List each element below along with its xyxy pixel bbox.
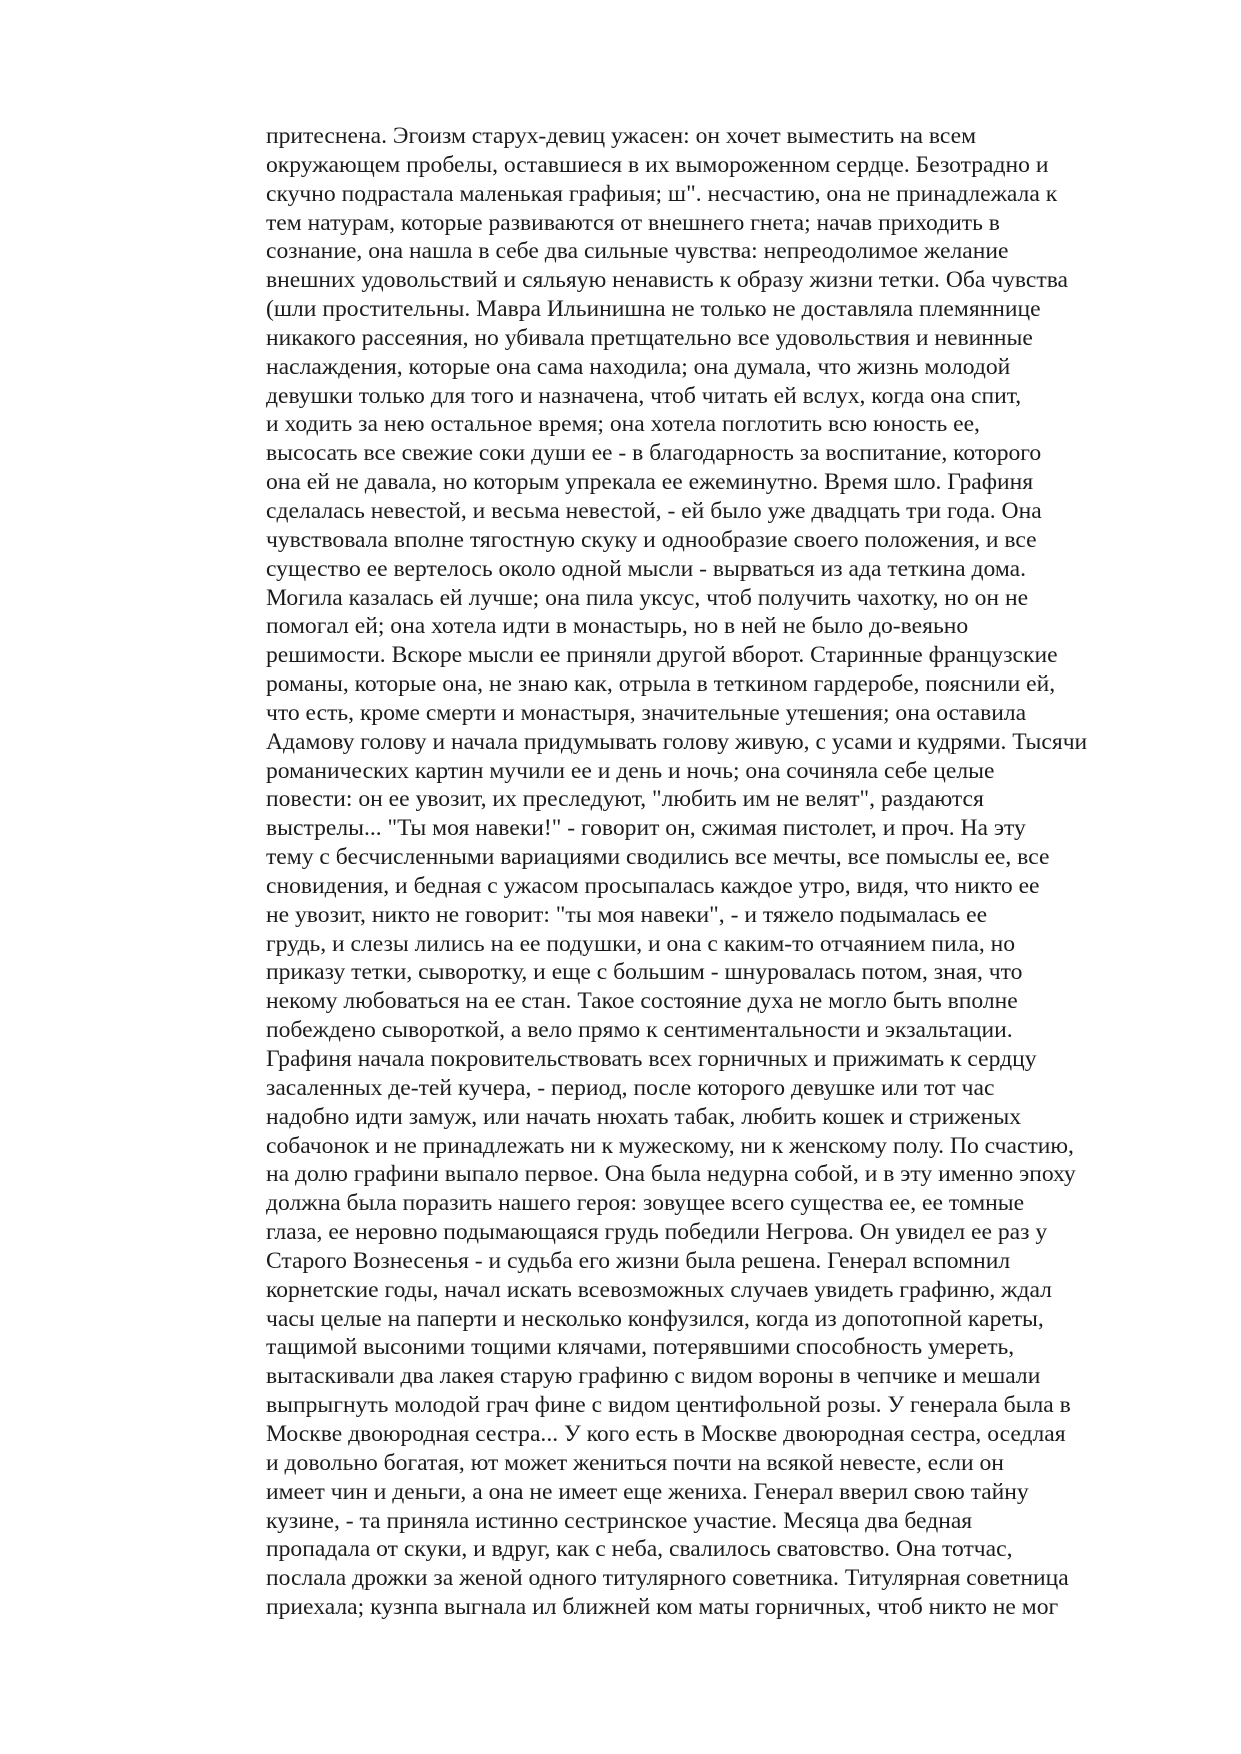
- text-line: притеснена. Эгоизм старух-девиц ужасен: он хочет выместить на всем: [266, 123, 977, 149]
- text-line: сновидения, и бедная с ужасом просыпалась каждое утро, видя, что никто ее: [266, 872, 1040, 899]
- text-line: некому любоваться на ее стан. Такое состояние духа не могло быть вполне: [266, 988, 1018, 1015]
- text-line: побеждено сывороткой, а вело прямо к сентиментальности и экзальтации.: [266, 1017, 1013, 1044]
- text-line: приехала; кузнпа выгнала ил ближней ком маты горничных, чтоб никто не мог: [266, 1594, 1059, 1621]
- text-line: чувствовала вполне тягостную скуку и однообразие своего положения, и все: [266, 526, 1037, 553]
- text-line: Графиня начала покровительствовать всех горничных и прижимать к сердцу: [266, 1046, 1037, 1072]
- text-line: должна была поразить нашего героя: зовущее всего существа ее, ее томные: [266, 1190, 1025, 1217]
- text-line: решимости. Вскоре мысли ее приняли другой вборот. Старинные французские: [266, 642, 1058, 669]
- text-line: часы целые на паперти и несколько конфузился, когда из допотопной кареты,: [266, 1305, 1044, 1332]
- text-line: и ходить за нею остальное время; она хотела поглотить всю юность ее,: [266, 411, 980, 438]
- text-line: пропадала от скуки, и вдруг, как с неба, свалилось сватовство. Она тотчас,: [266, 1536, 1013, 1563]
- text-line: наслаждения, которые она сама находила; она думала, что жизнь молодой: [266, 353, 1011, 380]
- text-line: корнетские годы, начал искать всевозможных случаев увидеть графиню, ждал: [266, 1276, 1052, 1303]
- text-line: собачонок и не принадлежать ни к мужескому, ни к женскому полу. По счастию,: [266, 1132, 1074, 1159]
- text-line: помогал ей; она хотела идти в монастырь, но в ней не было до-веяьно: [266, 613, 969, 640]
- text-line: глаза, ее неровно подымающаяся грудь победили Негрова. Он увидел ее раз у: [266, 1219, 1048, 1246]
- text-line: окружающем пробелы, оставшиеся в их вымороженном сердце. Безотрадно и: [266, 151, 1049, 178]
- text-line: послала дрожки за женой одного титулярного советника. Титулярная советница: [266, 1565, 1069, 1592]
- body-text: [266, 122, 1166, 1622]
- text-line: никакого рассеяния, но убивала претщательно все удовольствия и невинные: [266, 324, 1033, 351]
- text-line: приказу тетки, сыворотку, и еще с большим - шнуровалась потом, зная, что: [266, 959, 1023, 986]
- text-line: скучно подрастала маленькая графиыя; ш". несчастию, она не принадлежала к: [266, 180, 1058, 207]
- text-line: повести: он ее увозит, их преследуют, "любить им не велят", раздаются: [266, 786, 984, 813]
- text-line: имеет чин и деньги, а она не имеет еще жениха. Генерал вверил свою тайну: [266, 1478, 1029, 1505]
- text-line: тему с бесчисленными вариациями сводились все мечты, все помыслы ее, все: [266, 844, 1050, 871]
- text-line: сознание, она нашла в себе два сильные чувства: непреодолимое желание: [266, 238, 1009, 265]
- text-line: (шли простительны. Мавра Ильинишна не только не доставляла племяннице: [266, 296, 1041, 323]
- text-line: засаленных де-тей кучера, - период, после которого девушке или тот час: [266, 1074, 995, 1101]
- text-line: существо ее вертелось около одной мысли - вырваться из ада теткина дома.: [266, 555, 1027, 582]
- text-line: Москве двоюродная сестра... У кого есть в Москве двоюродная сестра, оседлая: [266, 1420, 1066, 1447]
- text-line: не увозит, никто не говорит: "ты моя навеки", - и тяжело подымалась ее: [266, 901, 988, 928]
- text-line: она ей не давала, но которым упрекала ее ежеминутно. Время шло. Графиня: [266, 469, 1034, 496]
- text-line: выпрыгнуть молодой грач фине с видом центифольной розы. У генерала была в: [266, 1392, 1071, 1419]
- text-line: выстрелы... "Ты моя навеки!" - говорит он, сжимая пистолет, и проч. На эту: [266, 815, 1026, 842]
- text-line: и довольно богатая, ют может жениться почти на всякой невесте, если он: [266, 1449, 1004, 1476]
- text-line: внешних удовольствий и сяльяую ненависть к образу жизни тетки. Оба чувства: [266, 267, 1068, 294]
- text-line: сделалась невестой, и весьма невестой, - ей было уже двадцать три года. Она: [266, 497, 1042, 524]
- text-line: девушки только для того и назначена, чтоб читать ей вслух, когда она спит,: [266, 382, 1022, 409]
- text-line: Старого Вознесенья - и судьба его жизни была решена. Генерал вспомнил: [266, 1247, 1011, 1274]
- text-line: надобно идти замуж, или начать нюхать табак, любить кошек и стриженых: [266, 1103, 1022, 1130]
- text-line: грудь, и слезы лились на ее подушки, и она с каким-то отчаянием пила, но: [266, 930, 1016, 957]
- text-line: кузине, - та приняла истинно сестринское участие. Месяца два бедная: [266, 1507, 973, 1534]
- text-line: романы, которые она, не знаю как, отрыла в теткином гардеробе, пояснили ей,: [266, 671, 1056, 698]
- text-line: высосать все свежие соки души ее - в благодарность за воспитание, которого: [266, 440, 1042, 467]
- text-line: на долю графини выпало первое. Она была недурна собой, и в эту именно эпоху: [266, 1161, 1076, 1188]
- text-line: тем натурам, которые развиваются от внешнего гнета; начав приходить в: [266, 209, 1000, 236]
- text-line: вытаскивали два лакея старую графиню с видом вороны в чепчике и мешали: [266, 1363, 1041, 1390]
- text-line: романических картин мучили ее и день и ночь; она сочиняла себе целые: [266, 757, 995, 784]
- text-line: Могила казалась ей лучше; она пила уксус, чтоб получить чахотку, но он не: [266, 584, 1029, 611]
- text-line: что есть, кроме смерти и монастыря, значительные утешения; она оставила: [266, 699, 1027, 726]
- text-line: тащимой высоними тощими клячами, потерявшими способность умереть,: [266, 1334, 1015, 1361]
- text-line: Адамову голову и начала придумывать голову живую, с усами и кудрями. Тысячи: [266, 728, 1088, 755]
